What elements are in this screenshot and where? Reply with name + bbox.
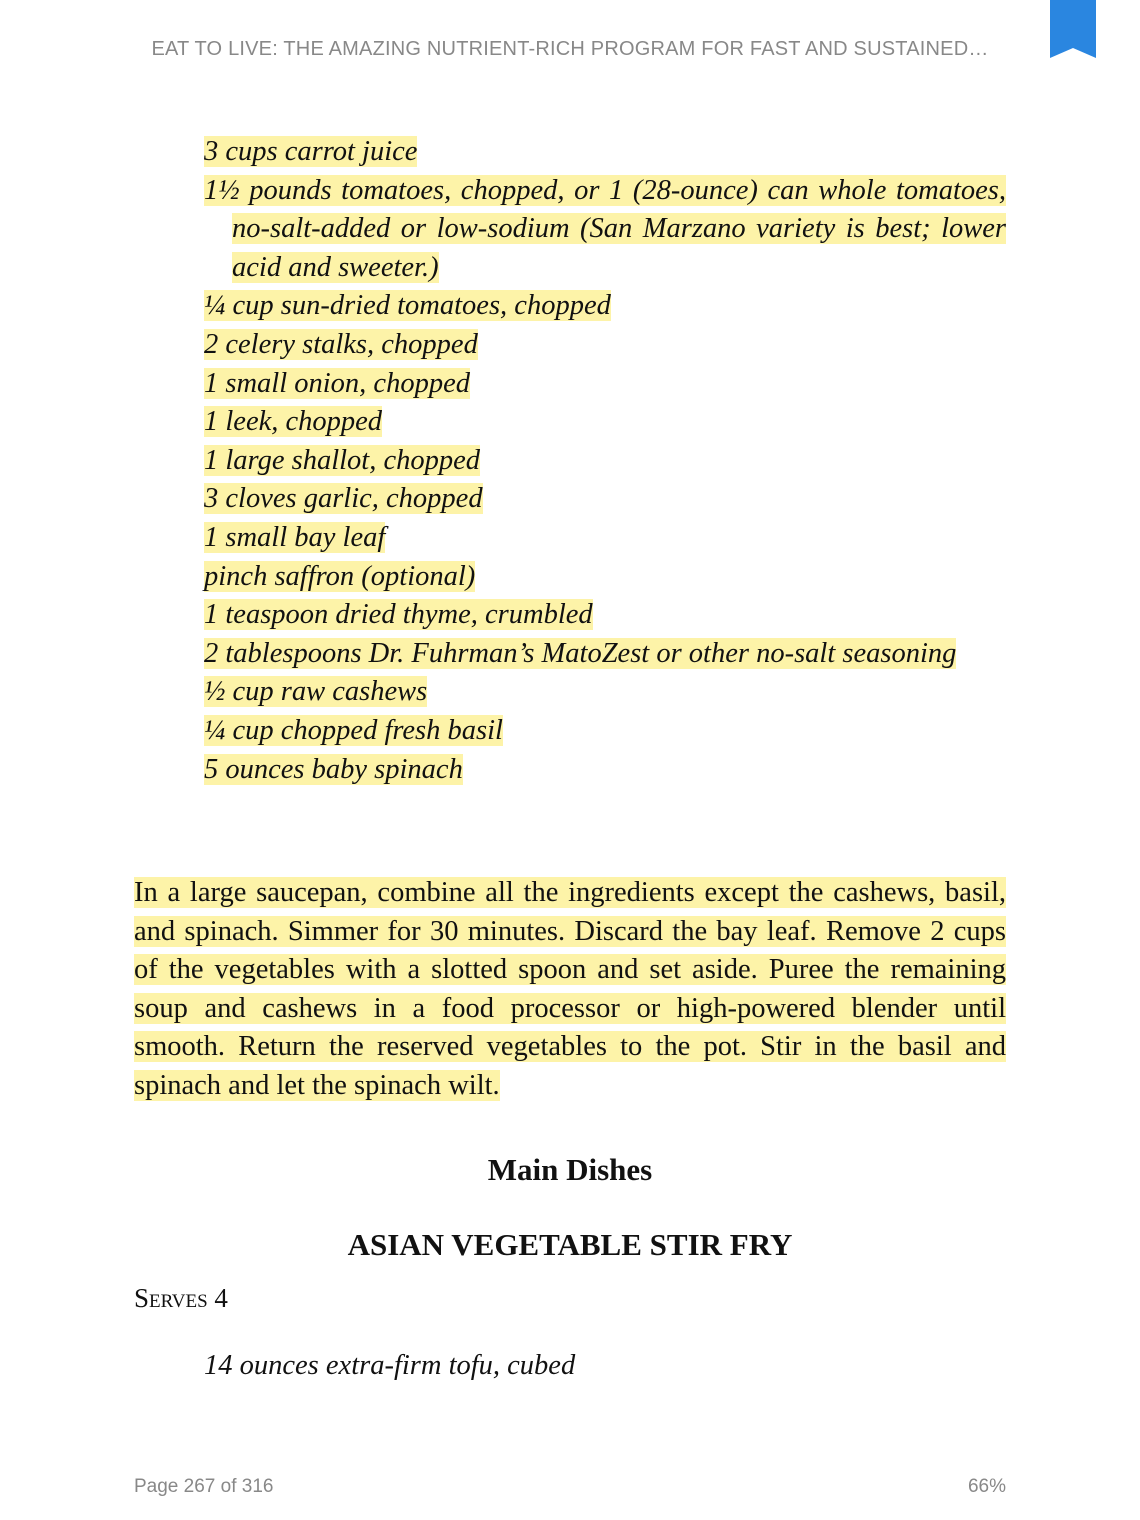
ingredient-item: 3 cups carrot juice [204, 136, 418, 167]
bookmark-ribbon-icon[interactable] [1050, 0, 1096, 60]
ingredient-item: ½ cup raw cashews [204, 676, 428, 708]
ingredient-item: pinch saffron (optional) [204, 560, 476, 592]
ingredient-item: 2 tablespoons Dr. Fuhrman’s MatoZest or other no-salt seasoning [204, 637, 957, 669]
ingredient-list [204, 133, 1006, 789]
serves-label: Serves 4 [134, 1283, 228, 1313]
method-text: In a large saucepan, combine all the ingredients except the cashews, basil, and spinach. Simmer for 30 minutes. Discard the bay leaf. Remove 2 cups of the vegetables with a slotted spoon and set aside. Puree the remaining soup and cashews in a food processor or high-powered blender until smooth. Return the reserved vegetables to the pot. Stir in the basil and spinach and let the spinach wilt. [134, 877, 1006, 1101]
book-title-header: EAT TO LIVE: THE AMAZING NUTRIENT-RICH PROGRAM FOR FAST AND SUSTAINED… [151, 38, 989, 60]
page-indicator: Page 267 of 316 [134, 1476, 274, 1497]
progress-percent: 66% [967, 1476, 1006, 1497]
section-title: Main Dishes [487, 1152, 653, 1187]
method-paragraph [134, 874, 1006, 1106]
ingredient-item: 1 small onion, chopped [204, 367, 470, 399]
ingredient-item: 5 ounces baby spinach [204, 753, 463, 785]
ingredient-item: 2 celery stalks, chopped [204, 328, 478, 360]
ingredient-item: 1 teaspoon dried thyme, crumbled [204, 599, 593, 631]
ingredient-item: 1 leek, chopped [204, 406, 383, 438]
recipe-title: ASIAN VEGETABLE STIR FRY [347, 1227, 793, 1262]
ingredient-item: 14 ounces extra-firm tofu, cubed [204, 1350, 576, 1381]
ingredient-item: 1 small bay leaf [204, 521, 386, 553]
ingredient-item: ¼ cup chopped fresh basil [204, 714, 503, 746]
ingredient-item: ¼ cup sun-dried tomatoes, chopped [204, 290, 611, 322]
ingredient-item: 3 cloves garlic, chopped [204, 483, 483, 515]
ingredient-item: 1 large shallot, chopped [204, 444, 480, 476]
ingredient-item: 1½ pounds tomatoes, chopped, or 1 (28-ounce) can whole tomatoes, no-salt-added or low-sodium (San Marzano variety is best; lower acid and sweeter.) [204, 174, 1006, 283]
